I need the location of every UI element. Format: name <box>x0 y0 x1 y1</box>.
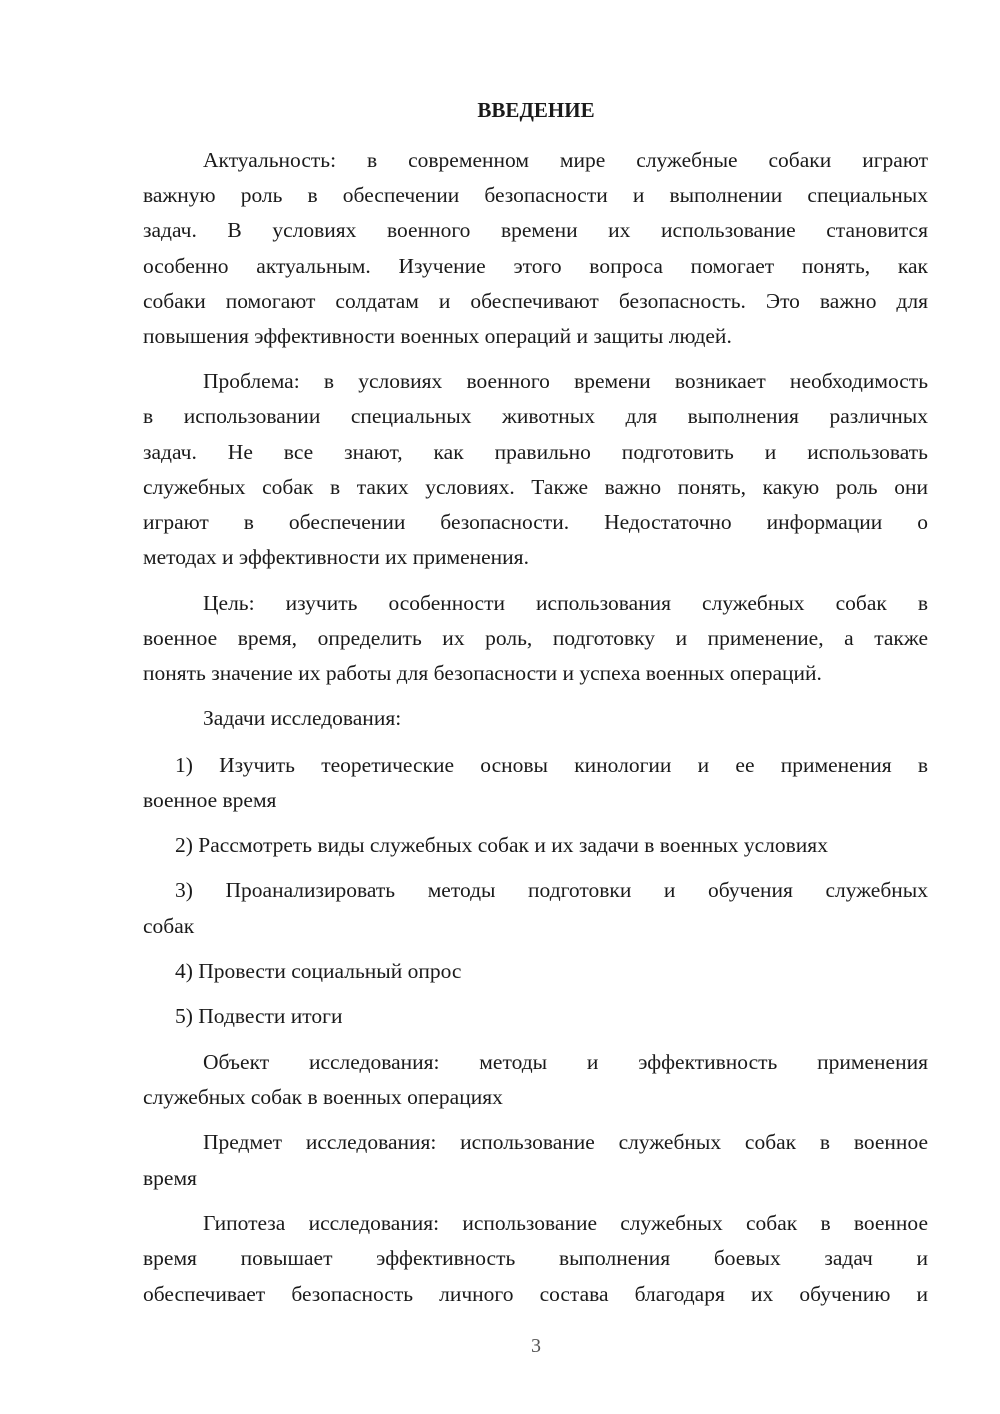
paragraph-line: обеспечивает безопасность личного состава благодаря их обучению и <box>143 1282 928 1306</box>
paragraph-line: Объект исследования: методы и эффективность применения <box>203 1050 928 1074</box>
paragraph-line: время повышает эффективность выполнения боевых задач и <box>143 1246 928 1270</box>
page-title: ВВЕДЕНИЕ <box>477 98 595 122</box>
paragraph-line: задач. Не все знают, как правильно подготовить и использовать <box>143 440 928 464</box>
task-list-item-line: 5) Подвести итоги <box>175 1004 343 1028</box>
paragraph-line: Проблема: в условиях военного времени возникает необходимость <box>203 369 928 393</box>
paragraph-line: понять значение их работы для безопасности и успеха военных операций. <box>143 661 822 685</box>
paragraph-line: играют в обеспечении безопасности. Недостаточно информации о <box>143 510 928 534</box>
paragraph-line: повышения эффективности военных операций и защиты людей. <box>143 324 732 348</box>
paragraph-line: служебных собак в военных операциях <box>143 1085 503 1109</box>
paragraph-line: служебных собак в таких условиях. Также важно понять, какую роль они <box>143 475 928 499</box>
task-list-item-line: военное время <box>143 788 277 812</box>
paragraph-line: время <box>143 1166 197 1190</box>
task-list-item-line: 3) Проанализировать методы подготовки и обучения служебных <box>175 878 928 902</box>
task-list-item-line: 4) Провести социальный опрос <box>175 959 462 983</box>
paragraph-line: Задачи исследования: <box>203 706 402 730</box>
paragraph-line: важную роль в обеспечении безопасности и выполнении специальных <box>143 183 928 207</box>
task-list-item-line: 2) Рассмотреть виды служебных собак и их задачи в военных условиях <box>175 833 828 857</box>
paragraph-line: методах и эффективности их применения. <box>143 545 529 569</box>
paragraph-line: особенно актуальным. Изучение этого вопроса помогает понять, как <box>143 254 928 278</box>
page-number: 3 <box>531 1335 541 1357</box>
paragraph-line: Гипотеза исследования: использование служебных собак в военное <box>203 1211 928 1235</box>
paragraph-line: собаки помогают солдатам и обеспечивают безопасность. Это важно для <box>143 289 928 313</box>
paragraph-line: Актуальность: в современном мире служебные собаки играют <box>203 148 928 172</box>
paragraph-line: задач. В условиях военного времени их использование становится <box>143 218 928 242</box>
paragraph-line: в использовании специальных животных для выполнения различных <box>143 404 928 428</box>
paragraph-line: военное время, определить их роль, подготовку и применение, а также <box>143 626 928 650</box>
paragraph-line: Предмет исследования: использование служебных собак в военное <box>203 1130 928 1154</box>
paragraph-line: Цель: изучить особенности использования служебных собак в <box>203 591 928 615</box>
task-list-item-line: 1) Изучить теоретические основы кинологии и ее применения в <box>175 753 928 777</box>
task-list-item-line: собак <box>143 914 195 938</box>
